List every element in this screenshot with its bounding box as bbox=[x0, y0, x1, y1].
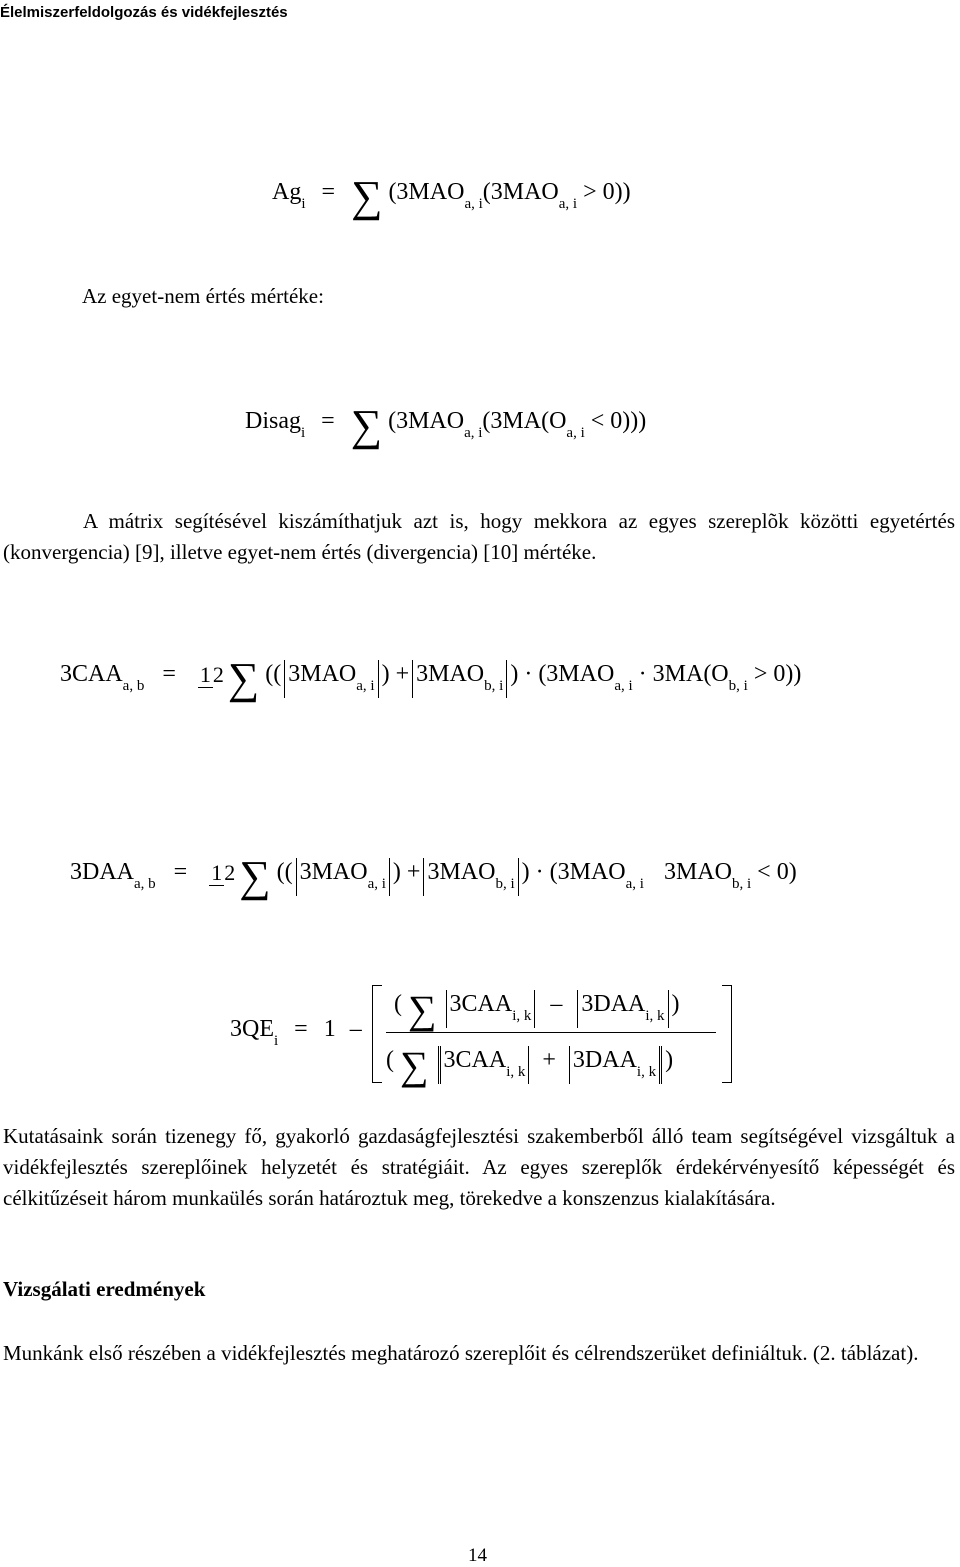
formula-subscript: i, k bbox=[645, 1008, 665, 1024]
formula-minus: – bbox=[349, 1016, 362, 1042]
formula-subscript: a, i bbox=[566, 425, 585, 441]
absolute-value bbox=[438, 1046, 530, 1084]
formula-subscript: a, b bbox=[122, 678, 145, 694]
formula-disagreement bbox=[245, 401, 647, 450]
formula-term: 3MAO bbox=[663, 859, 732, 885]
sum-symbol: ∑ bbox=[351, 172, 383, 221]
fraction-bar bbox=[386, 1032, 716, 1033]
absolute-value bbox=[446, 990, 536, 1028]
fraction-half bbox=[209, 860, 235, 886]
formula-subscript: b, i bbox=[484, 678, 504, 694]
formula-term: 3MA(O bbox=[652, 661, 729, 687]
formula-term: 3CAA bbox=[443, 1047, 507, 1073]
disagreement-label: Az egyet-nem értés mértéke: bbox=[82, 284, 324, 308]
formula-subscript: b, i bbox=[731, 876, 752, 892]
formula-term: 3MAO bbox=[288, 661, 357, 687]
absolute-value bbox=[569, 1046, 662, 1084]
formula-qe-numerator bbox=[394, 987, 680, 1032]
formula-term: Ag bbox=[272, 179, 302, 205]
formula-term: (( bbox=[265, 661, 282, 687]
formula-term: (3MAO bbox=[388, 179, 465, 205]
formula-equals: = bbox=[321, 408, 335, 434]
formula-subscript: b, i bbox=[495, 876, 515, 892]
formula-subscript: i bbox=[301, 425, 306, 441]
formula-term: (3MAO bbox=[549, 859, 626, 885]
formula-subscript: i bbox=[301, 196, 306, 212]
bracket-right bbox=[722, 985, 732, 1083]
formula-term: > 0)) bbox=[583, 179, 631, 205]
absolute-value bbox=[296, 858, 390, 896]
paragraph-results: Munkánk első részében a vidékfejlesztés meghatározó szereplőit és célrendszerüket definiáltuk. (2. táblázat). bbox=[3, 1341, 919, 1365]
formula-term: ) bbox=[665, 1047, 674, 1073]
fraction-numerator: 1 bbox=[211, 860, 223, 886]
formula-term: 1 bbox=[323, 1016, 336, 1042]
formula-divergence bbox=[70, 852, 797, 901]
page-number: 14 bbox=[468, 1545, 487, 1566]
formula-term: ) bbox=[510, 661, 519, 687]
absolute-value bbox=[577, 990, 668, 1028]
formula-term: (3MAO bbox=[538, 661, 615, 687]
formula-qe-lhs bbox=[230, 1017, 362, 1049]
formula-term: Disag bbox=[245, 408, 301, 434]
formula-subscript: i, k bbox=[506, 1064, 526, 1080]
formula-term: (3MAO bbox=[482, 179, 559, 205]
formula-term: ) bbox=[521, 859, 530, 885]
formula-subscript: a, b bbox=[134, 876, 156, 892]
paragraph-matrix: A mátrix segítésével kiszámíthatjuk azt is, hogy mekkora az egyes szereplõk közötti egyetértés (konvergencia) [9], illetve egyet-nem értés (divergencia) [10] mértéke. bbox=[3, 509, 955, 564]
formula-term: ) + bbox=[392, 859, 421, 885]
formula-subscript: a, i bbox=[625, 876, 644, 892]
formula-equals: = bbox=[173, 859, 188, 885]
formula-term: ) + bbox=[381, 661, 410, 687]
formula-term: 3CAA bbox=[60, 661, 123, 687]
formula-term: 3DAA bbox=[581, 991, 646, 1017]
formula-term: 3MAO bbox=[427, 859, 496, 885]
formula-term: ( bbox=[386, 1047, 394, 1073]
fraction-numerator: 1 bbox=[199, 662, 211, 688]
formula-term: < 0))) bbox=[590, 408, 647, 434]
formula-equals: = bbox=[294, 1016, 308, 1042]
absolute-value bbox=[423, 858, 518, 896]
formula-subscript: a, i bbox=[558, 196, 578, 212]
bracket-left bbox=[372, 985, 382, 1083]
formula-subscript: a, i bbox=[464, 425, 483, 441]
formula-term: < 0) bbox=[757, 859, 797, 885]
formula-term: 3DAA bbox=[70, 859, 134, 885]
formula-term: 3CAA bbox=[449, 991, 513, 1017]
formula-term: · bbox=[535, 859, 544, 885]
sum-symbol: ∑ bbox=[350, 401, 383, 450]
running-header: Élelmiszerfeldolgozás és vidékfejlesztés bbox=[0, 4, 288, 21]
paragraph-research: Kutatásaink során tizenegy fő, gyakorló gazdaságfejlesztési szakemberből álló team segítségével vizsgáltuk a vidékfejlesztés szereplőinek helyzetét és stratégiáit. Az egyes szereplők érdekérvényesítő képességét és célkitűzéseit három munkaülés során határoztuk meg, törekedve a konszenzus kialakítására. bbox=[3, 1124, 955, 1210]
formula-subscript: a, i bbox=[356, 678, 375, 694]
formula-term: 3QE bbox=[230, 1016, 274, 1042]
formula-agreement bbox=[272, 172, 631, 221]
absolute-value bbox=[412, 660, 507, 698]
formula-convergence bbox=[60, 654, 802, 703]
formula-term: ) bbox=[671, 991, 680, 1017]
formula-equals: = bbox=[321, 179, 336, 205]
sum-symbol: ∑ bbox=[408, 987, 437, 1032]
formula-minus: – bbox=[550, 991, 563, 1017]
formula-term: 3MAO bbox=[299, 859, 368, 885]
formula-subscript: i, k bbox=[636, 1064, 657, 1080]
formula-term: · bbox=[524, 661, 533, 687]
formula-term: ( bbox=[394, 991, 402, 1017]
fraction-denominator: 2 bbox=[224, 860, 236, 886]
formula-term: (3MA(O bbox=[482, 408, 567, 434]
formula-subscript: b, i bbox=[728, 678, 748, 694]
formula-term: · bbox=[638, 661, 647, 687]
formula-term: (3MAO bbox=[388, 408, 465, 434]
formula-subscript: i, k bbox=[512, 1008, 532, 1024]
fraction-half bbox=[198, 662, 224, 688]
formula-term: > 0)) bbox=[753, 661, 802, 687]
absolute-value bbox=[284, 660, 378, 698]
formula-subscript: i bbox=[274, 1033, 279, 1049]
formula-qe-denominator bbox=[386, 1043, 674, 1088]
section-heading: Vizsgálati eredmények bbox=[3, 1277, 206, 1301]
formula-equals: = bbox=[162, 661, 176, 687]
formula-subscript: a, i bbox=[614, 678, 633, 694]
formula-subscript: a, i bbox=[367, 876, 386, 892]
formula-term: 3MAO bbox=[416, 661, 485, 687]
fraction-denominator: 2 bbox=[212, 662, 224, 688]
formula-term: (( bbox=[276, 859, 293, 885]
formula-subscript: a, i bbox=[464, 196, 483, 212]
sum-symbol: ∑ bbox=[227, 654, 260, 703]
sum-symbol: ∑ bbox=[400, 1043, 429, 1088]
formula-term: 3DAA bbox=[572, 1047, 637, 1073]
formula-plus: + bbox=[542, 1047, 556, 1073]
sum-symbol: ∑ bbox=[239, 852, 271, 901]
